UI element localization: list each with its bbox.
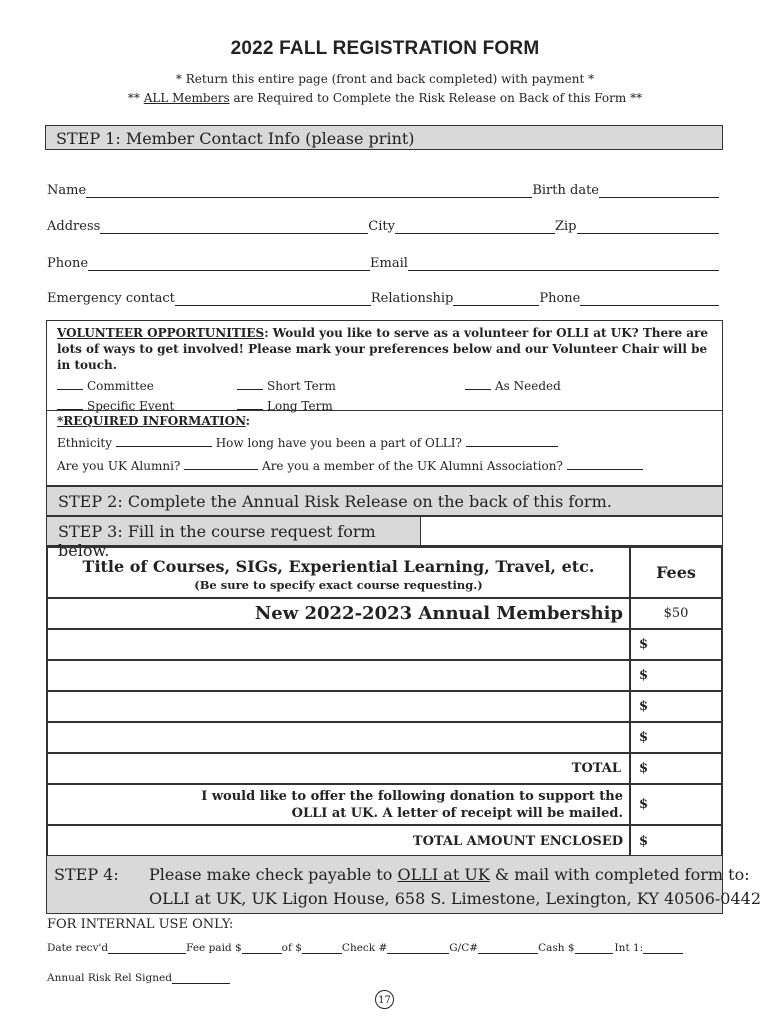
checkbox-blank[interactable] xyxy=(57,379,83,390)
course-title-header-text: Title of Courses, SIGs, Experiential Learning, Travel, etc. xyxy=(82,557,595,576)
checkbox-blank[interactable] xyxy=(465,379,491,390)
volunteer-intro xyxy=(57,325,712,373)
how-long-label: How long have you been a part of OLLI? xyxy=(215,436,462,450)
course-row xyxy=(47,722,722,753)
birth-date-label: Birth date xyxy=(532,183,599,198)
step1-header: STEP 1: Member Contact Info (please print) xyxy=(45,125,723,150)
option-label: Long Term xyxy=(267,399,333,413)
int-field[interactable] xyxy=(643,943,683,954)
of-field[interactable] xyxy=(302,943,342,954)
course-fee[interactable]: $ xyxy=(630,629,722,660)
note-suffix: are Required to Complete the Risk Release on Back of this Form ** xyxy=(229,91,643,105)
course-table-header xyxy=(47,547,722,598)
required-heading xyxy=(57,414,712,428)
uk-alumni-label: Are you UK Alumni? xyxy=(57,459,181,473)
membership-row xyxy=(47,598,722,629)
fees-header xyxy=(630,547,722,598)
of-label: of $ xyxy=(281,942,302,954)
fee-paid-field[interactable] xyxy=(242,943,282,954)
risk-signed-field[interactable] xyxy=(172,973,230,984)
relationship-label: Relationship xyxy=(370,291,454,306)
phone-row xyxy=(47,253,719,271)
gc-field[interactable] xyxy=(478,943,538,954)
course-row xyxy=(47,660,722,691)
phone-label: Phone xyxy=(47,256,89,271)
name-label: Name xyxy=(47,183,87,198)
int-label: Int 1: xyxy=(614,942,644,954)
ethnicity-label: Ethnicity xyxy=(57,436,113,450)
ethnicity-row xyxy=(57,436,712,450)
form-title: 2022 FALL REGISTRATION FORM xyxy=(230,38,540,59)
total-row xyxy=(47,753,722,784)
emergency-phone-label: Phone xyxy=(539,291,581,306)
donation-fee[interactable]: $ xyxy=(630,784,722,825)
step3-blank-cell xyxy=(421,516,723,546)
checkbox-blank[interactable] xyxy=(57,399,83,410)
alumni-assoc-label: Are you a member of the UK Alumni Association? xyxy=(262,459,563,473)
step4-line1 xyxy=(149,865,750,884)
total-fee[interactable]: $ xyxy=(630,753,722,784)
donation-line1: I would like to offer the following donation to support the xyxy=(201,788,623,804)
course-entry-field[interactable] xyxy=(47,660,630,691)
ethnicity-field[interactable] xyxy=(116,436,212,447)
internal-use-row xyxy=(47,942,719,954)
check-label: Check # xyxy=(341,942,388,954)
return-note: * Return this entire page (front and back completed) with payment * xyxy=(175,72,595,86)
volunteer-heading: VOLUNTEER OPPORTUNITIES xyxy=(57,326,265,340)
volunteer-box xyxy=(46,320,723,411)
step4-box xyxy=(46,855,762,914)
risk-signed-row xyxy=(47,972,230,984)
course-table xyxy=(46,546,723,858)
volunteer-text: : Would you like to serve as a volunteer for OLLI at UK? There are lots of ways to get involved! Please mark your preferences below and our Volunteer Chair will be in touch. xyxy=(57,326,708,372)
date-received-label: Date recv'd xyxy=(47,942,109,954)
address-row xyxy=(47,216,719,234)
relationship-field[interactable] xyxy=(453,293,539,306)
date-received-field[interactable] xyxy=(108,943,186,954)
option-label: Committee xyxy=(87,379,154,393)
page-number: 17 xyxy=(375,990,394,1009)
internal-use-heading: FOR INTERNAL USE ONLY: xyxy=(47,917,234,932)
option-label: Specific Event xyxy=(87,399,175,413)
emergency-row xyxy=(47,288,719,306)
total-enclosed-label: TOTAL AMOUNT ENCLOSED xyxy=(47,825,630,857)
step4-line1-pre: Please make check payable to xyxy=(149,865,398,884)
course-entry-field[interactable] xyxy=(47,691,630,722)
cash-field[interactable] xyxy=(575,943,613,954)
option-short-term[interactable] xyxy=(237,379,336,393)
required-colon: : xyxy=(245,414,251,428)
alumni-assoc-field[interactable] xyxy=(567,459,643,470)
city-field[interactable] xyxy=(395,221,555,234)
phone-field[interactable] xyxy=(88,258,370,271)
name-field[interactable] xyxy=(86,185,532,198)
donation-label xyxy=(47,784,630,825)
step3-header: STEP 3: Fill in the course request form below. xyxy=(46,516,421,546)
gc-label: G/C# xyxy=(449,942,479,954)
step4-address: OLLI at UK, UK Ligon House, 658 S. Limestone, Lexington, KY 40506-0442 xyxy=(149,889,762,908)
donation-line2: OLLI at UK. A letter of receipt will be mailed. xyxy=(291,805,623,821)
option-label: Short Term xyxy=(267,379,336,393)
membership-fee: $50 xyxy=(630,598,722,629)
required-info-box xyxy=(46,410,723,486)
course-row xyxy=(47,691,722,722)
email-field[interactable] xyxy=(408,258,719,271)
address-field[interactable] xyxy=(100,221,368,234)
fees-header-text: Fees xyxy=(656,563,696,582)
note-all-members: ALL Members xyxy=(143,91,230,105)
total-enclosed-fee[interactable]: $ xyxy=(630,825,722,857)
zip-label: Zip xyxy=(554,219,577,234)
emergency-phone-field[interactable] xyxy=(580,293,719,306)
membership-cell: New 2022-2023 Annual Membership xyxy=(47,598,630,629)
city-label: City xyxy=(368,219,395,234)
step4-label: STEP 4: xyxy=(54,865,119,884)
cash-label: Cash $ xyxy=(538,942,575,954)
course-row xyxy=(47,629,722,660)
total-enclosed-row xyxy=(47,825,722,857)
note-prefix: ** xyxy=(127,91,144,105)
birth-date-field[interactable] xyxy=(599,185,719,198)
option-as-needed[interactable] xyxy=(465,379,561,393)
course-entry-field[interactable] xyxy=(47,629,630,660)
course-title-header xyxy=(47,547,630,598)
alumni-row xyxy=(57,459,712,473)
risk-release-note xyxy=(0,91,770,105)
course-entry-field[interactable] xyxy=(47,722,630,753)
check-field[interactable] xyxy=(387,943,449,954)
email-label: Email xyxy=(370,256,408,271)
total-label: TOTAL xyxy=(47,753,630,784)
option-label: As Needed xyxy=(495,379,561,393)
course-fee[interactable]: $ xyxy=(630,722,722,753)
fee-paid-label: Fee paid $ xyxy=(186,942,242,954)
course-fee[interactable]: $ xyxy=(630,660,722,691)
option-committee[interactable] xyxy=(57,379,154,393)
donation-row xyxy=(47,784,722,825)
checkbox-blank[interactable] xyxy=(237,379,263,390)
emergency-contact-field[interactable] xyxy=(175,293,371,306)
required-heading-text: *REQUIRED INFORMATION xyxy=(57,414,246,428)
step2-header: STEP 2: Complete the Annual Risk Release on the back of this form. xyxy=(46,486,723,516)
name-row xyxy=(47,180,719,198)
course-title-header-sub: (Be sure to specify exact course requesting.) xyxy=(194,578,483,592)
how-long-field[interactable] xyxy=(466,436,558,447)
zip-field[interactable] xyxy=(577,221,720,234)
uk-alumni-field[interactable] xyxy=(184,459,258,470)
checkbox-blank[interactable] xyxy=(237,399,263,410)
address-label: Address xyxy=(47,219,101,234)
risk-signed-label: Annual Risk Rel Signed xyxy=(47,972,172,984)
step4-line1-post: & mail with completed form to: xyxy=(489,865,750,884)
step4-payee: OLLI at UK xyxy=(397,865,490,884)
emergency-contact-label: Emergency contact xyxy=(47,291,175,306)
course-fee[interactable]: $ xyxy=(630,691,722,722)
